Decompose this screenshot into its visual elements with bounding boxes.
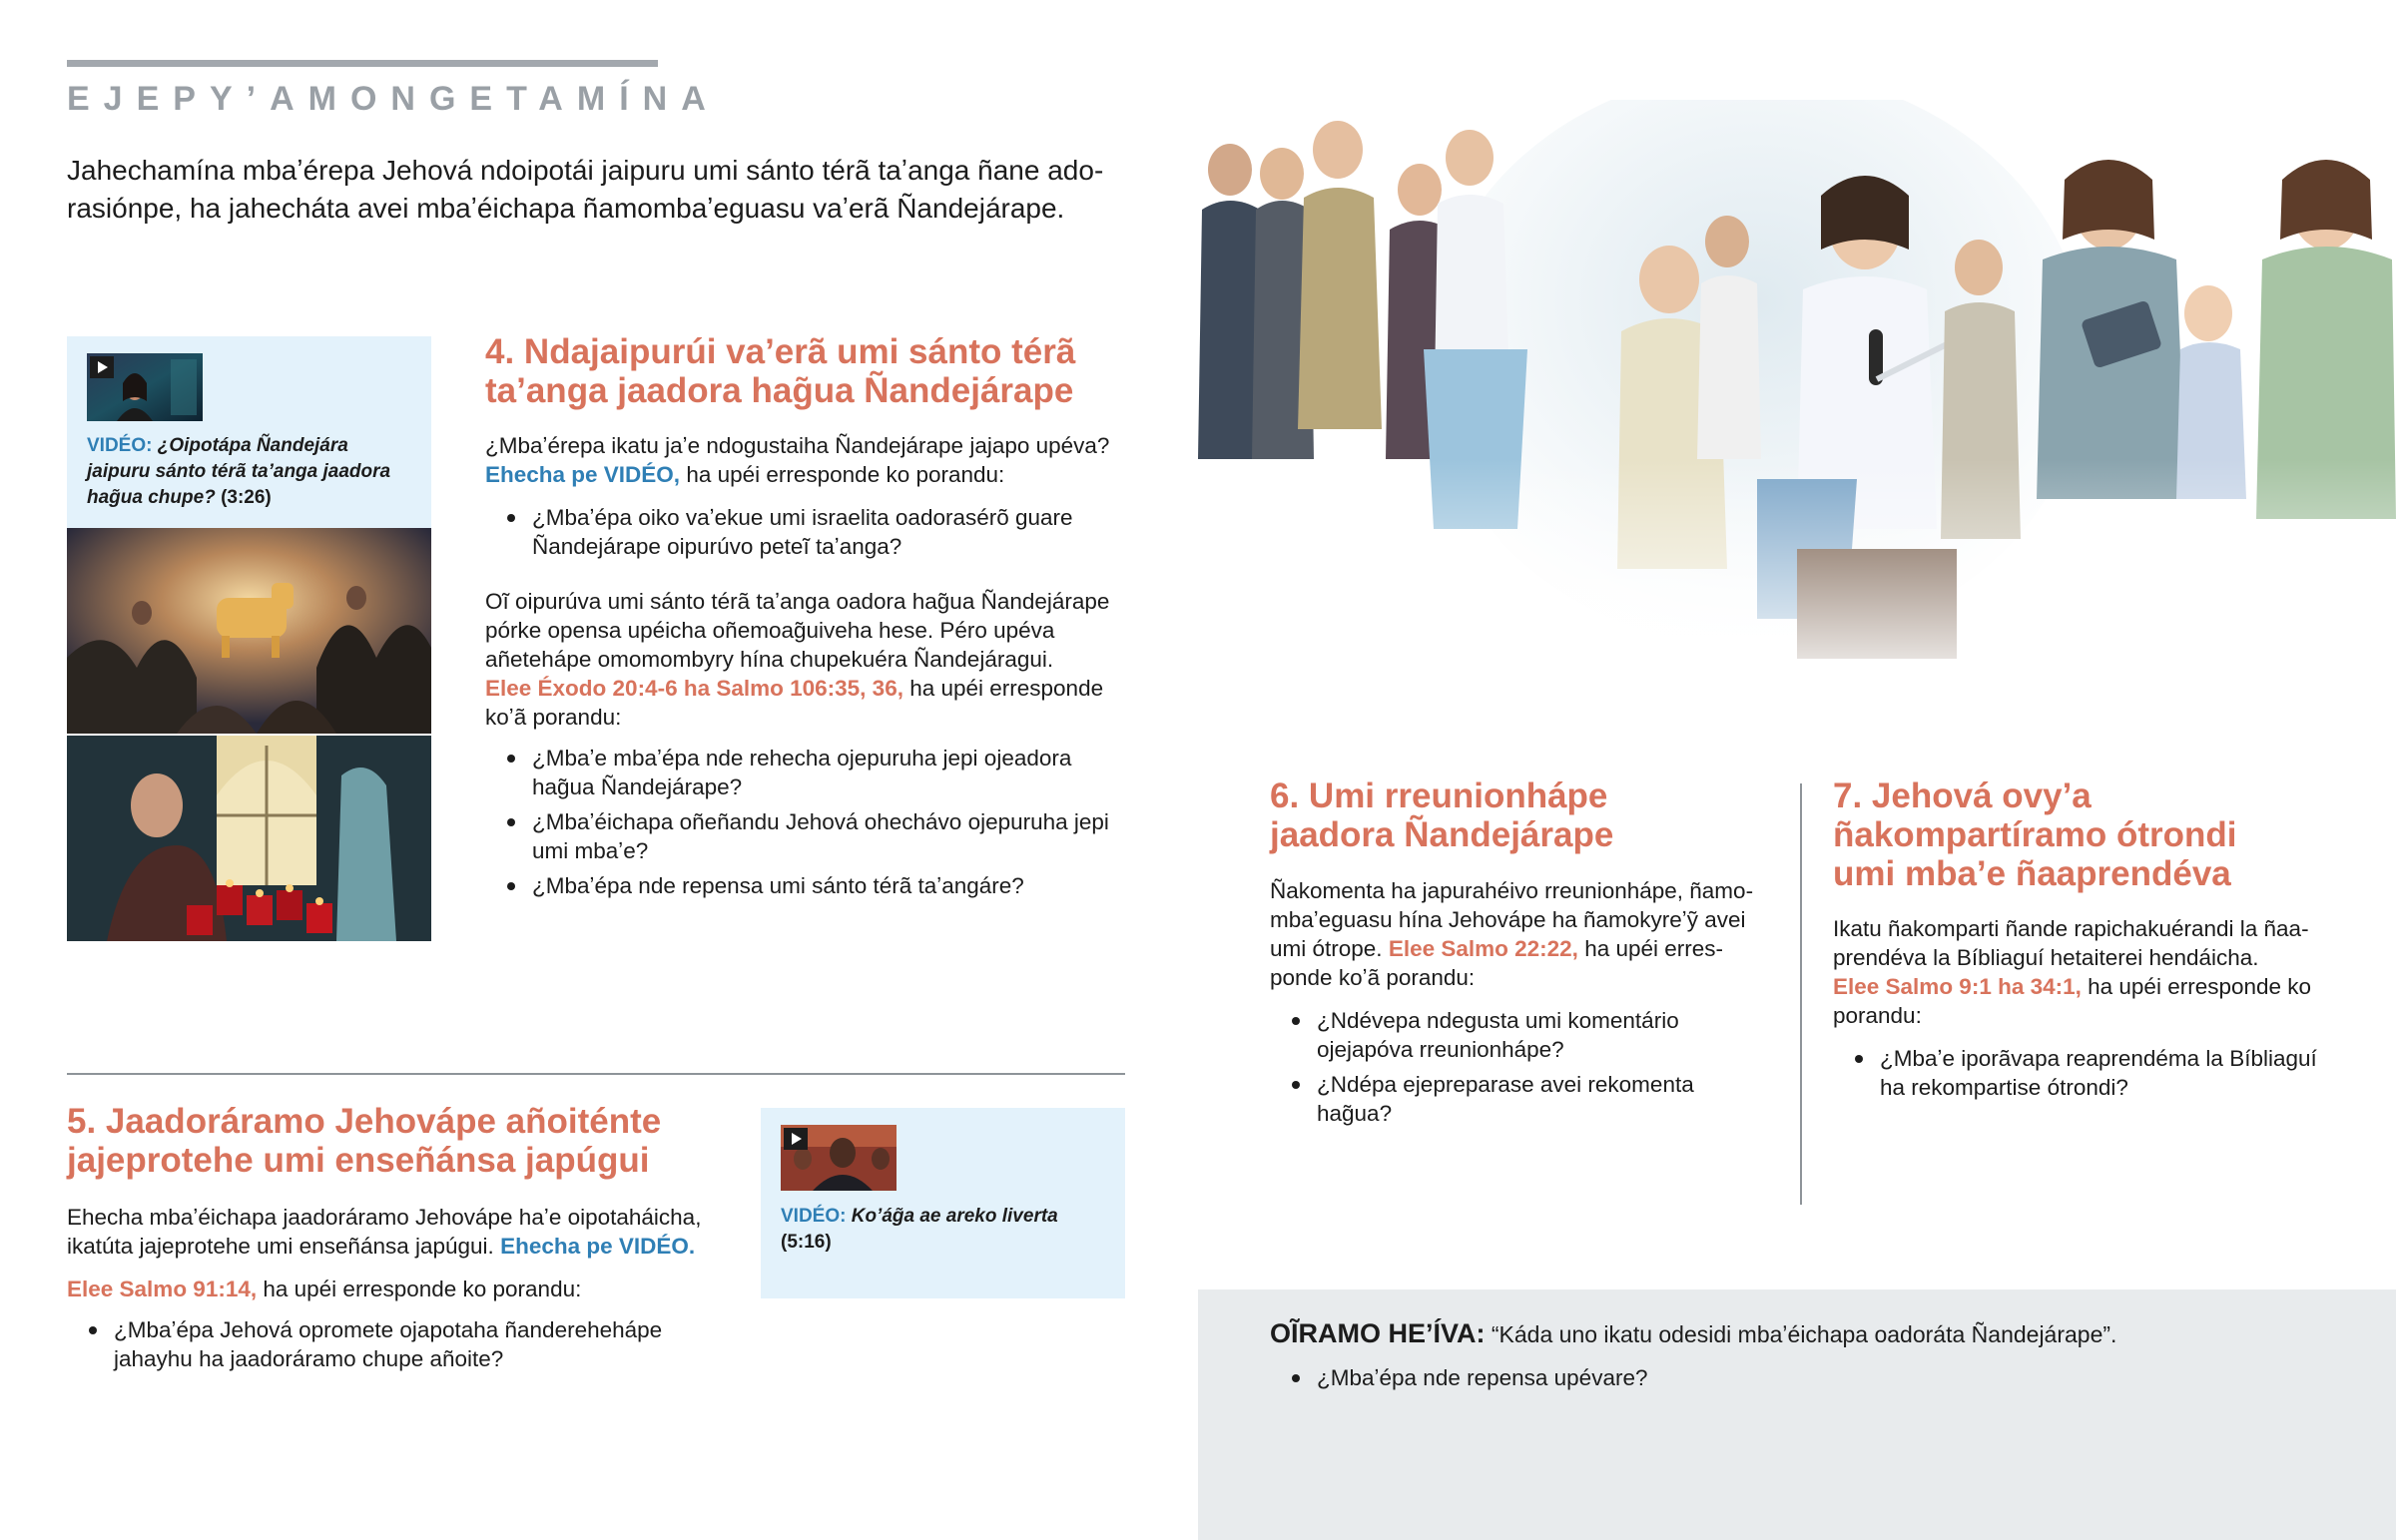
scripture-link[interactable]: Elee Éxodo 20:4-6 ha Salmo 106:35, 36, <box>485 676 903 701</box>
illustration-man-praying-candles <box>67 736 431 941</box>
video-label: VIDÉO: <box>781 1206 847 1227</box>
section-7-paragraph: Ikatu ñakomparti ñande rapichakuérandi la ñaaprendéva la Bíbliaguí hetaiterei hendáicha. <box>1833 916 2309 970</box>
section-6-para1 <box>1270 876 1769 992</box>
video-link[interactable]: Ehecha pe VIDÉO. <box>500 1234 696 1259</box>
scripture-link[interactable]: Elee Salmo 9:1 ha 34:1, <box>1833 974 2082 999</box>
video-title[interactable]: ¿Oipotápa Ñandejára jaipuru sánto térã taʼanga jaadora hag̃ua chupe? <box>87 435 391 508</box>
illustration-golden-calf <box>67 528 431 734</box>
section-4-bullets-1 <box>485 503 1124 561</box>
list-item: ¿Mbaʼe mbaʼépa nde rehecha ojepuruha jepi ojeadora hag̃ua Ñandejárape? <box>485 744 1124 801</box>
section-5-para1 <box>67 1203 726 1261</box>
section-5-body <box>67 1203 726 1379</box>
some-people-say-quote: “Káda uno ikatu odesidi mbaʼéichapa oadoráta Ñandejárape”. <box>1491 1321 2117 1347</box>
scripture-link[interactable]: Elee Salmo 22:22, <box>1388 936 1578 961</box>
list-item: ¿Ndévepa ndegusta umi komentário ojejapóva rreunionhápe? <box>1270 1006 1769 1064</box>
video-duration: (5:16) <box>781 1232 832 1253</box>
play-icon[interactable] <box>784 1128 808 1150</box>
some-people-say-line <box>1270 1319 2368 1349</box>
section-6-paragraph: Ñakomenta ha japurahéivo rreunionhápe, ñamombaʼeguasu hína Jehovápe ha ñamokyreʼỹ avei umi ótrope. <box>1270 878 1754 961</box>
section-6-body <box>1270 876 1769 1134</box>
section-7-title: 7. Jehová ovyʼa ñakompartíramo ótrondi umi mbaʼe ñaaprendéva <box>1833 776 2237 893</box>
some-people-say-panel <box>1198 1289 2396 1540</box>
section-4-para2 <box>485 587 1124 732</box>
some-people-say-bullets <box>1270 1363 2268 1398</box>
section-divider <box>67 1073 1125 1075</box>
video-caption <box>87 433 416 511</box>
illustration-congregation-meeting <box>1198 100 2396 699</box>
play-icon[interactable] <box>90 356 114 378</box>
column-divider <box>1800 783 1802 1205</box>
list-item: ¿Mbaʼépa nde repensa umi sánto térã taʼangáre? <box>485 871 1124 900</box>
intro-paragraph: Jahechamína mbaʼérepa Jehová ndoipotái jaipuru umi sánto térã taʼanga ñane adorasiónpe, ha jahecháta avei mbaʼéichapa ñamombaʼeguasu vaʼerã Ñandejárape. <box>67 155 1104 224</box>
video-link[interactable]: Ehecha pe VIDÉO, <box>485 462 681 487</box>
section-4-bullets-2 <box>485 744 1124 900</box>
video-card-freedom[interactable] <box>761 1108 1125 1298</box>
section-5-instruction: ha upéi erresponde ko porandu: <box>257 1277 582 1301</box>
section-6-bullets <box>1270 1006 1769 1128</box>
list-item: ¿Mbaʼépa nde repensa upévare? <box>1270 1363 2268 1392</box>
video-title[interactable]: Koʼág̃a ae areko liverta <box>851 1206 1058 1227</box>
list-item: ¿Mbaʼéichapa oñeñandu Jehová ohechávo ojepuruha jepi umi mbaʼe? <box>485 807 1124 865</box>
section-kicker: EJEPY’AMONGETAMÍNA <box>67 80 720 118</box>
section-4-instruction: ha upéi erresponde ko porandu: <box>680 462 1005 487</box>
scripture-link[interactable]: Elee Salmo 91:14, <box>67 1277 258 1301</box>
video-card-idols[interactable] <box>67 336 431 528</box>
section-5-title: 5. Jaadoráramo Jehovápe añoiténte jajeprotehe umi enseñánsa japúgui <box>67 1102 662 1180</box>
list-item: ¿Mbaʼépa Jehová opromete ojapotaha ñanderehehápe jahayhu ha jaadoráramo chupe añoite? <box>67 1315 726 1373</box>
section-6-title: 6. Umi rreunionhápe jaadora Ñandejárape <box>1270 776 1614 854</box>
video-caption <box>781 1204 1110 1256</box>
video-thumbnail[interactable] <box>87 353 203 421</box>
list-item: ¿Mbaʼe iporãvapa reaprendéma la Bíbliaguí ha rekompartise ótrondi? <box>1833 1044 2332 1102</box>
section-4-para1 <box>485 431 1124 489</box>
video-duration: (3:26) <box>221 487 272 508</box>
section-6-instruction: ha upéi erresponde koʼã porandu: <box>1270 936 1724 990</box>
header-rule <box>67 60 658 67</box>
video-thumbnail[interactable] <box>781 1125 897 1191</box>
some-people-say-label: OĨRAMO HEʼÍVA: <box>1270 1318 1486 1348</box>
section-7-para1 <box>1833 914 2332 1030</box>
section-5-paragraph: Ehecha mbaʼéichapa jaadoráramo Jehovápe haʼe oipotaháicha, ikatúta jajeprotehe umi enseñánsa japúgui. <box>67 1205 702 1259</box>
section-7-instruction: ha upéi erresponde ko porandu: <box>1833 974 2312 1028</box>
section-7-bullets <box>1833 1044 2332 1102</box>
list-item: ¿Mbaʼépa oiko vaʼekue umi israelita oadorasérõ guare Ñandejárape oipurúvo peteĩ taʼanga? <box>485 503 1124 561</box>
section-4-paragraph: Oĩ oipurúva umi sánto térã taʼanga oadora hag̃ua Ñandejárape pórke opensa upéicha oñemoag̃uiveha hese. Péro upéva añetehápe omomombyry hína chupekuéra Ñandejáragui. <box>485 589 1110 672</box>
section-4-body <box>485 431 1124 906</box>
section-4-title: 4. Ndajaipurúi vaʼerã umi sánto térã taʼanga jaadora hag̃ua Ñandejárape <box>485 332 1076 410</box>
video-label: VIDÉO: <box>87 435 153 456</box>
list-item: ¿Ndépa ejepreparase avei rekomenta hag̃ua? <box>1270 1070 1769 1128</box>
section-4-question: ¿Mbaʼérepa ikatu jaʼe ndogustaiha Ñandejárape jajapo upéva? <box>485 433 1110 458</box>
section-4-instruction-2: ha upéi erresponde koʼã porandu: <box>485 676 1104 730</box>
section-7-body <box>1833 914 2332 1108</box>
section-5-para2 <box>67 1275 726 1303</box>
section-5-bullets <box>67 1315 726 1373</box>
